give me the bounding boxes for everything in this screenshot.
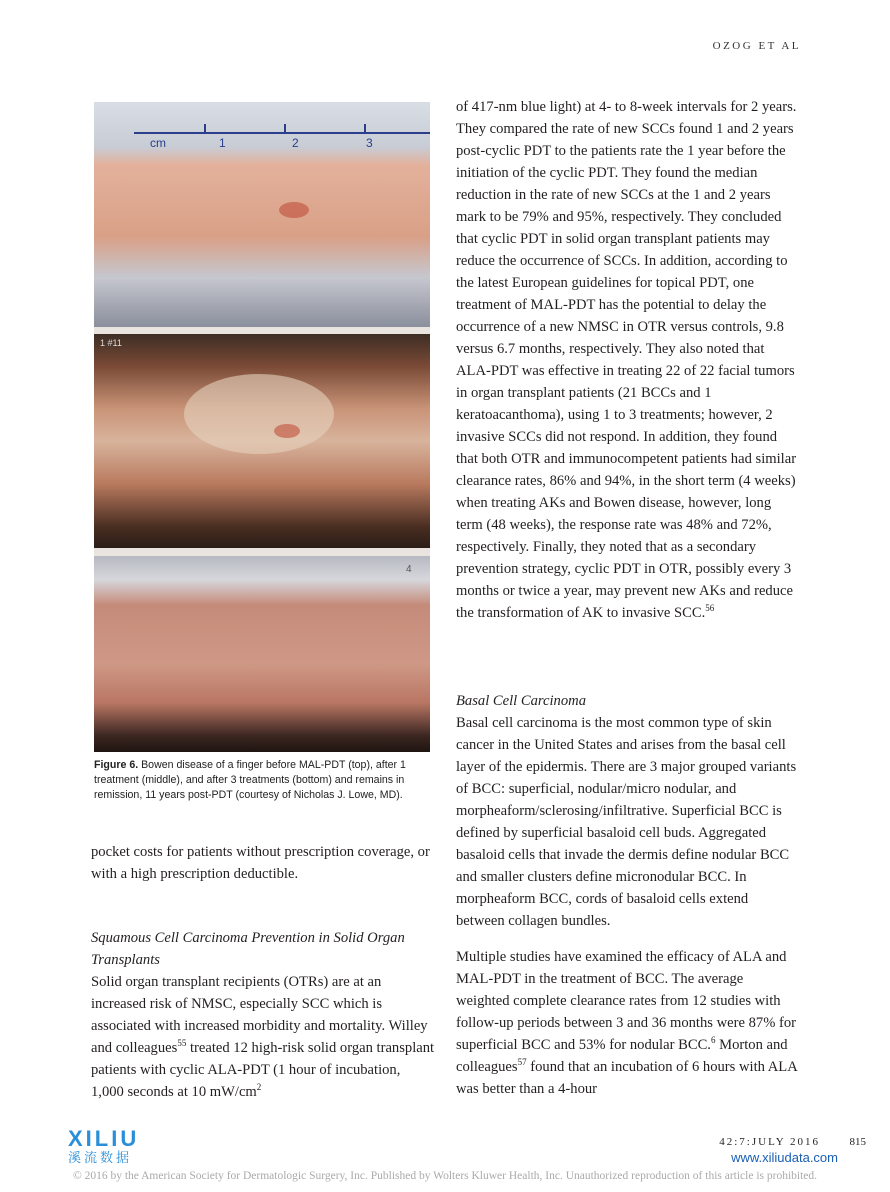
right-column-para3	[456, 946, 800, 1100]
superscript: 2	[256, 1082, 262, 1093]
issue-date: 42:7:JULY 2016	[719, 1136, 820, 1148]
right-column-para2	[456, 712, 800, 932]
paragraph: Basal cell carcinoma is the most common type of skin cancer in the United States and arises from the basal cell layer of the epidermis. There are 3 major grouped variants of BCC: superficial, nodular/micro nodular, and morpheaform/sclerosing/infiltrative. Superficial BCC is defined by superficial basaloid cell buds. Aggregated basaloid cells that invade the dermis define nodular BCC and smaller clusters define micronodular BCC. In morpheaform BCC, cords of basaloid cells extend between collagen bundles.	[456, 715, 797, 929]
citation: 56	[705, 603, 715, 614]
section-heading-scc: Squamous Cell Carcinoma Prevention in Solid Organ Transplants	[91, 930, 405, 968]
figure-panel-after-3	[94, 556, 430, 752]
caption-label: Figure 6.	[94, 759, 139, 771]
lesion-mark	[274, 424, 300, 438]
ruler-label: 2	[292, 136, 299, 150]
figure-caption	[94, 758, 430, 803]
figure-panel-before	[94, 102, 430, 327]
section-heading-bcc: Basal Cell Carcinoma	[456, 693, 586, 709]
ruler-line	[134, 132, 430, 134]
ruler-label: 3	[366, 136, 373, 150]
paragraph: Solid organ transplant recipients (OTRs) are at an increased risk of NMSC, especially SCC which is associated with increased morbidity and mortality. Willey and colleagues$^{55}$ treated 12 high-risk solid organ transplant patients with cyclic ALA-PDT (1 hour of incubation, 1,000 seconds at 10 $mW/cm^2$	[91, 974, 435, 1100]
paragraph: pocket costs for patients without prescription coverage, or with a high prescription deductible.	[91, 844, 430, 882]
paragraph: of 417-nm blue light) at 4- to 8-week intervals for 2 years. They compared the rate of new SCCs found 1 and 2 years post-cyclic PDT to the patients rate the 1 year before the initiation of the cyclic PDT. They found the median reduction in the rate of new SCCs at the 1 and 2 years mark to be 79% and 95%, respectively. They concluded that cyclic PDT in solid organ transplant patients may reduce the occurrence of SCCs. In addition, according to the latest European guidelines for topical PDT, one treatment of MAL-PDT has the potential to delay the occurrence of a new NMSC in OTR versus controls, 9.8 versus 6.7 months, respectively. They also noted that ALA-PDT was effective in treating 22 of 22 facial tumors in organ transplant patients (21 BCCs and 1 keratoacanthoma), using 1 to 3 treatments; however, 2 invasive SCCs did not respond. In addition, they found that both OTR and immunocompetent patients had similar clearance rates, 86% and 94%, in the short term (4 weeks) when treating AKs and Bowen disease, however, long term (48 weeks), the response rate was 48% and 72%, respectively. Finally, they noted that as a secondary prevention strategy, cyclic PDT in OTR, possibly every 3 months or twice a year, may prevent new AKs and reduce the transformation of AK to invasive SCC.$^{56}$	[456, 99, 797, 621]
website-link[interactable]: www.xiliudata.com	[731, 1150, 838, 1165]
citation: 55	[177, 1038, 187, 1049]
paragraph: Multiple studies have examined the efficacy of ALA and MAL-PDT in the treatment of BCC. The average weighted complete clearance rates from 12 studies with follow-up periods between 3 and 36 months were 87% for superficial BCC and 53% for nodular BCC.$^6$ Morton and colleagues$^{57}$ found that an incubation of 6 hours with ALA was better than a 4-hour	[456, 949, 797, 1097]
xiliu-logo	[68, 1128, 158, 1172]
caption-text: Bowen disease of a finger before MAL-PDT (top), after 1 treatment (middle), and after 3 treatments (bottom) and remains in remission, 11 years post-PDT (courtesy of Nicholas J. Lowe, MD).	[94, 759, 406, 801]
ruler-label: cm	[150, 136, 166, 150]
ruler-tick	[284, 124, 286, 134]
figure-6-image	[94, 102, 430, 752]
citation: 57	[517, 1057, 527, 1068]
citation: 6	[710, 1035, 716, 1046]
panel-mark: 4	[406, 564, 412, 575]
logo-chinese: 溪流数据	[68, 1151, 133, 1166]
page-number: 815	[849, 1136, 866, 1148]
panel-mark: 1 #11	[100, 338, 122, 348]
lesion-mark	[279, 202, 309, 218]
ruler-tick	[364, 124, 366, 134]
figure-panel-after-1	[94, 334, 430, 548]
copyright-notice: © 2016 by the American Society for Dermatologic Surgery, Inc. Published by Wolters Kluwer Health, Inc. Unauthorized reproduction of this article is prohibited.	[72, 1170, 818, 1182]
left-column-body	[91, 971, 435, 1103]
running-title: OZOG ET AL	[712, 40, 801, 52]
left-column-continued	[91, 841, 435, 885]
ruler-label: 1	[219, 136, 226, 150]
right-column-para1	[456, 96, 800, 624]
lesion-mark	[184, 374, 334, 454]
ruler-tick	[204, 124, 206, 134]
logo-wordmark: XILIU	[68, 1126, 140, 1151]
